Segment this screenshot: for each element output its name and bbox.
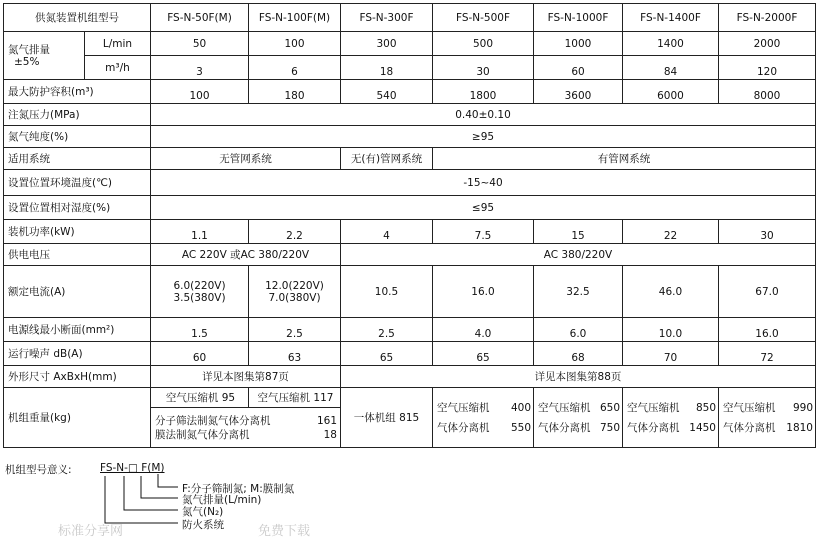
weight-line (155, 415, 337, 427)
flow-m3h-value: 6 (249, 56, 341, 80)
flow-m3h-row (4, 56, 816, 80)
model-cell: FS-N-300F (341, 4, 433, 32)
power-value: 22 (623, 220, 719, 244)
cable-value: 2.5 (341, 318, 433, 342)
flow-lmin-value: 500 (433, 32, 534, 56)
dims-ref-88: 详见本图集第88页 (341, 366, 816, 388)
header-label: 供氮装置机组型号 (4, 4, 151, 32)
volume-value: 100 (151, 80, 249, 104)
weight-cell-1000 (534, 388, 623, 448)
cable-value: 10.0 (623, 318, 719, 342)
weight-label: 机组重量(kg) (4, 388, 151, 448)
voltage-large: AC 380/220V (341, 244, 816, 266)
flow-m3h-value: 18 (341, 56, 433, 80)
flow-m3h-value: 120 (719, 56, 816, 80)
weight-comp-label: 空气压缩机 (165, 391, 219, 404)
purity-row (4, 126, 816, 148)
flow-lmin-row (4, 32, 816, 56)
noise-row (4, 342, 816, 366)
weight-comp-label: 空气压缩机 (437, 401, 490, 414)
weight-cell-2000 (719, 388, 816, 448)
weight-compressor-100 (249, 388, 341, 408)
pressure-label: 注氮压力(MPa) (4, 104, 151, 126)
weight-comp-value: 850 (695, 401, 716, 414)
legend-title: 机组型号意义: (5, 464, 72, 476)
weight-line (627, 422, 716, 434)
model-cell: FS-N-1000F (534, 4, 623, 32)
weight-line (538, 402, 620, 414)
flow-m3h-value: 3 (151, 56, 249, 80)
legend-line4: 防火系统 (182, 519, 224, 531)
flow-label: 氮气排量 (8, 43, 50, 56)
legend-line-f (158, 474, 178, 487)
model-code-legend (0, 460, 818, 539)
weight-sep-value: 1450 (689, 421, 716, 434)
system-with-pipe: 有管网系统 (433, 148, 816, 170)
volume-value: 6000 (623, 80, 719, 104)
purity-label: 氮气纯度(%) (4, 126, 151, 148)
weight-line (723, 402, 813, 414)
dims-row (4, 366, 816, 388)
volume-value: 8000 (719, 80, 816, 104)
flow-tolerance: ±5% (14, 55, 40, 68)
flow-lmin-value: 300 (341, 32, 433, 56)
weight-comp-label: 空气压缩机 (538, 401, 591, 414)
legend-line3: 氮气(N₂) (182, 506, 224, 518)
weight-sep-value: 750 (599, 421, 620, 434)
model-cell: FS-N-100F(M) (249, 4, 341, 32)
flow-lmin-value: 50 (151, 32, 249, 56)
flow-lmin-value: 100 (249, 32, 341, 56)
cable-row (4, 318, 816, 342)
legend-line2: 氮气排量(L/min) (182, 494, 262, 506)
legend-code: FS-N-□ F(M) (100, 462, 165, 474)
current-value: 16.0 (433, 266, 534, 318)
weight-mem-label: 膜法制氮气体分离机 (155, 428, 250, 441)
volume-label: 最大防护容积(m³) (4, 80, 151, 104)
flow-lmin-value: 1400 (623, 32, 719, 56)
temp-row (4, 170, 816, 196)
cable-value: 6.0 (534, 318, 623, 342)
weight-sep-label: 气体分离机 (538, 421, 591, 434)
model-cell: FS-N-1400F (623, 4, 719, 32)
weight-comp-value: 95 (221, 391, 236, 404)
temp-value: -15~40 (151, 170, 816, 196)
power-value: 4 (341, 220, 433, 244)
watermark-left: 标准分享网 (58, 524, 124, 539)
legend-line-n2 (124, 476, 178, 510)
dims-ref-87: 详见本图集第87页 (151, 366, 341, 388)
weight-comp-value: 990 (792, 401, 813, 414)
weight-mem-value: 18 (323, 428, 337, 441)
noise-value: 60 (151, 342, 249, 366)
voltage-small: AC 220V 或AC 380/220V (151, 244, 341, 266)
weight-sep-label: 气体分离机 (723, 421, 776, 434)
cable-value: 1.5 (151, 318, 249, 342)
weight-sep-label: 气体分离机 (627, 421, 680, 434)
flow-unit-lmin: L/min (85, 32, 151, 56)
model-cell: FS-N-50F(M) (151, 4, 249, 32)
weight-comp-label: 空气压缩机 (723, 401, 776, 414)
volume-value: 1800 (433, 80, 534, 104)
current-value: 3.5(380V) (173, 291, 226, 304)
spec-table (3, 3, 816, 448)
weight-line (538, 422, 620, 434)
volume-value: 180 (249, 80, 341, 104)
power-value: 1.1 (151, 220, 249, 244)
cable-label: 电源线最小断面(mm²) (4, 318, 151, 342)
voltage-label: 供电电压 (4, 244, 151, 266)
volume-value: 540 (341, 80, 433, 104)
weight-comp-value: 650 (599, 401, 620, 414)
cable-value: 16.0 (719, 318, 816, 342)
cable-value: 4.0 (433, 318, 534, 342)
humidity-row (4, 196, 816, 220)
weight-line (723, 422, 813, 434)
weight-line (627, 402, 716, 414)
current-cell-50 (151, 266, 249, 318)
weight-compressor-50 (151, 388, 249, 408)
flow-unit-m3h: m³/h (85, 56, 151, 80)
noise-value: 72 (719, 342, 816, 366)
power-value: 7.5 (433, 220, 534, 244)
flow-lmin-value: 1000 (534, 32, 623, 56)
flow-m3h-value: 60 (534, 56, 623, 80)
current-cell-100 (249, 266, 341, 318)
dims-label: 外形尺寸 AxBxH(mm) (4, 366, 151, 388)
weight-row-top (4, 388, 816, 408)
purity-value: ≥95 (151, 126, 816, 148)
current-value: 12.0(220V) (265, 279, 324, 292)
power-label: 装机功率(kW) (4, 220, 151, 244)
volume-value: 3600 (534, 80, 623, 104)
weight-cell-500 (433, 388, 534, 448)
cable-value: 2.5 (249, 318, 341, 342)
weight-line (437, 422, 531, 434)
noise-value: 65 (433, 342, 534, 366)
weight-cell-1400 (623, 388, 719, 448)
system-no-pipe: 无管网系统 (151, 148, 341, 170)
noise-label: 运行噪声 dB(A) (4, 342, 151, 366)
header-row (4, 4, 816, 32)
flow-lmin-value: 2000 (719, 32, 816, 56)
flow-m3h-value: 84 (623, 56, 719, 80)
weight-psa-label: 分子筛法制氮气体分离机 (155, 414, 271, 427)
current-value: 7.0(380V) (268, 291, 321, 304)
system-label: 适用系统 (4, 148, 151, 170)
system-either: 无(有)管网系统 (341, 148, 433, 170)
weight-psa-value: 161 (316, 414, 337, 427)
pressure-row (4, 104, 816, 126)
system-row (4, 148, 816, 170)
current-row (4, 266, 816, 318)
weight-line (437, 402, 531, 414)
current-value: 10.5 (341, 266, 433, 318)
noise-value: 65 (341, 342, 433, 366)
current-value: 6.0(220V) (173, 279, 226, 292)
current-label: 额定电流(A) (4, 266, 151, 318)
current-value: 67.0 (719, 266, 816, 318)
noise-value: 63 (249, 342, 341, 366)
legend-line1: F:分子筛制氮; M:膜制氮 (182, 483, 295, 495)
pressure-value: 0.40±0.10 (151, 104, 816, 126)
noise-value: 68 (534, 342, 623, 366)
power-value: 15 (534, 220, 623, 244)
weight-comp-value: 117 (313, 391, 334, 404)
weight-line (155, 429, 337, 441)
temp-label: 设置位置环境温度(℃) (4, 170, 151, 196)
flow-label-cell (4, 32, 85, 80)
power-value: 2.2 (249, 220, 341, 244)
watermark-right: 免费下载 (258, 524, 311, 539)
model-cell: FS-N-500F (433, 4, 534, 32)
humidity-label: 设置位置相对湿度(%) (4, 196, 151, 220)
current-value: 32.5 (534, 266, 623, 318)
flow-m3h-value: 30 (433, 56, 534, 80)
power-value: 30 (719, 220, 816, 244)
weight-sep-label: 气体分离机 (437, 421, 490, 434)
weight-comp-label: 空气压缩机 (627, 401, 680, 414)
model-cell: FS-N-2000F (719, 4, 816, 32)
weight-sep-value: 1810 (786, 421, 813, 434)
noise-value: 70 (623, 342, 719, 366)
current-value: 46.0 (623, 266, 719, 318)
volume-row (4, 80, 816, 104)
humidity-value: ≤95 (151, 196, 816, 220)
weight-comp-value: 400 (510, 401, 531, 414)
weight-separator-small (151, 408, 341, 448)
weight-comp-label: 空气压缩机 (257, 391, 311, 404)
weight-integrated: 一体机组 815 (341, 388, 433, 448)
power-row (4, 220, 816, 244)
weight-sep-value: 550 (510, 421, 531, 434)
voltage-row (4, 244, 816, 266)
